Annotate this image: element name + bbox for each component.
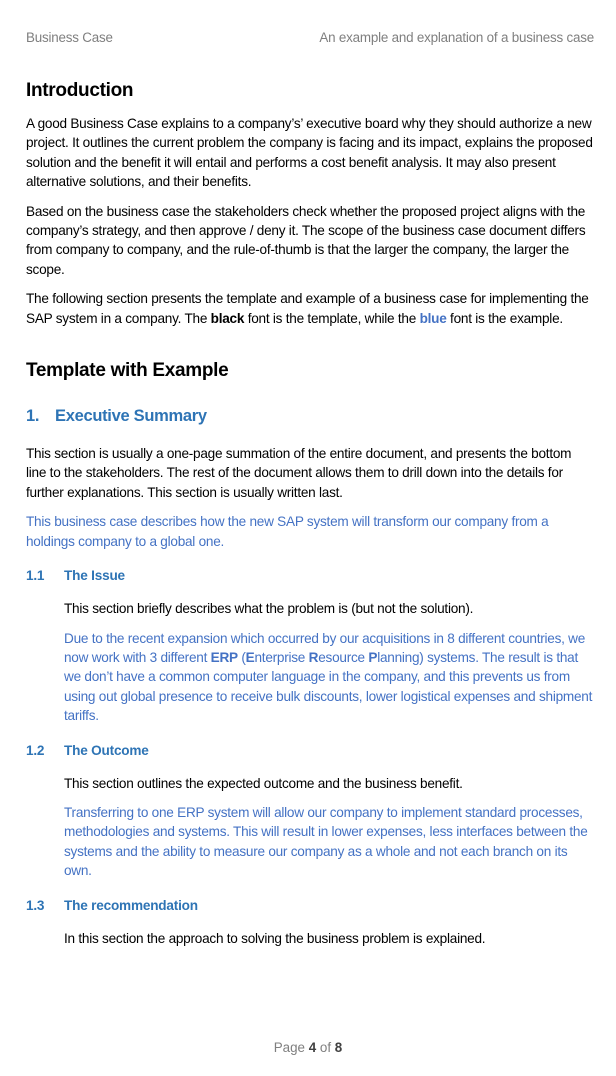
intro-p3-black: black [210, 310, 245, 326]
section-1-example: This business case describes how the new SAP system will transform our company from a holdings company to a global one. [26, 514, 549, 549]
intro-heading: Introduction [26, 80, 134, 101]
issue-ex-part-d: esource [318, 649, 369, 665]
section-1-heading [26, 406, 594, 426]
header-left: Business Case [26, 30, 113, 45]
subsection-1-1-body [64, 599, 594, 725]
issue-ex-part-a: Due to the recent expansion which occurred by our acquisitions in 8 different countries, we now work with 3 different [64, 630, 586, 665]
header-right: An example and explanation of a business case [319, 30, 594, 45]
issue-ex-erp: ERP [210, 649, 238, 665]
issue-ex-p: P [368, 649, 378, 665]
subsection-1-2-heading [26, 742, 594, 760]
subsection-1-1-paragraph: This section briefly describes what the problem is (but not the solution). [64, 601, 474, 617]
intro-paragraph-1: A good Business Case explains to a company’s’ executive board why they should authorize a new project. It outlines the current problem the company is facing and its impact, explains the proposed solution and the benefit it will entail and performs a cost benefit analysis. It may also present alternative solutions, and their benefits. [26, 116, 593, 190]
subsection-1-1-heading [26, 567, 594, 585]
section-1-title: Executive Summary [55, 407, 207, 426]
intro-p3-part-a: The following section presents the template and example of a business case for implementing the SAP system in a company. The [26, 291, 589, 326]
issue-ex-e: E [245, 649, 255, 665]
intro-p3-part-c: font is the example. [446, 310, 563, 326]
page-header [26, 30, 594, 45]
section-1-paragraph: This section is usually a one-page summation of the entire document, and presents the bottom line to the stakeholders. The rest of the document allows them to drill down into the details for further explanations. This section is usually written last. [26, 446, 572, 500]
subsection-1-2-body [64, 774, 594, 881]
subsection-1-3-title: The recommendation [64, 897, 198, 913]
intro-paragraph-3 [26, 289, 594, 328]
intro-paragraph-2: Based on the business case the stakeholders check whether the proposed project aligns with the company’s strategy, and then approve / deny it. The scope of the business case document differs from company to company, and the rule-of-thumb is that the larger the company, the larger the scope. [26, 203, 586, 277]
issue-ex-part-b: ( [237, 649, 246, 665]
intro-p3-part-b: font is the template, while the [244, 310, 420, 326]
subsection-1-3-heading [26, 897, 594, 915]
subsection-1-3-body [64, 929, 594, 948]
footer-of-label: of [316, 1040, 335, 1055]
subsection-1-2-example: Transferring to one ERP system will allow our company to implement standard processes, methodologies and systems. This will result in lower expenses, less interfaces between the systems and the ability to measure our company as a whole and not each branch on its own. [64, 804, 588, 879]
subsection-1-2-title: The Outcome [64, 742, 149, 758]
footer-page-current: 4 [308, 1040, 317, 1055]
template-heading: Template with Example [26, 360, 229, 382]
issue-ex-part-c: nterprise [254, 649, 309, 665]
subsection-1-2-paragraph: This section outlines the expected outcome and the business benefit. [64, 775, 463, 791]
section-1-number: 1. [26, 407, 40, 426]
subsection-1-1-number: 1.1 [26, 568, 45, 584]
subsection-1-3-number: 1.3 [26, 897, 45, 913]
footer-page-label: Page [273, 1040, 309, 1055]
subsection-1-3-paragraph: In this section the approach to solving the business problem is explained. [64, 930, 486, 946]
subsection-1-1-title: The Issue [64, 568, 125, 584]
footer-page-total: 8 [334, 1040, 343, 1055]
page-content [26, 80, 594, 958]
subsection-1-2-number: 1.2 [26, 742, 45, 758]
intro-p3-blue: blue [419, 310, 447, 326]
subsection-1-1-example [64, 629, 594, 726]
page-footer [0, 1040, 616, 1055]
issue-ex-part-e: lanning) systems. The result is that we don’t have a common computer language in the company, and this prevents us from using out global presence to receive bulk discounts, lower logistical expenses and shipment tariffs. [64, 649, 593, 724]
issue-ex-r: R [308, 649, 319, 665]
